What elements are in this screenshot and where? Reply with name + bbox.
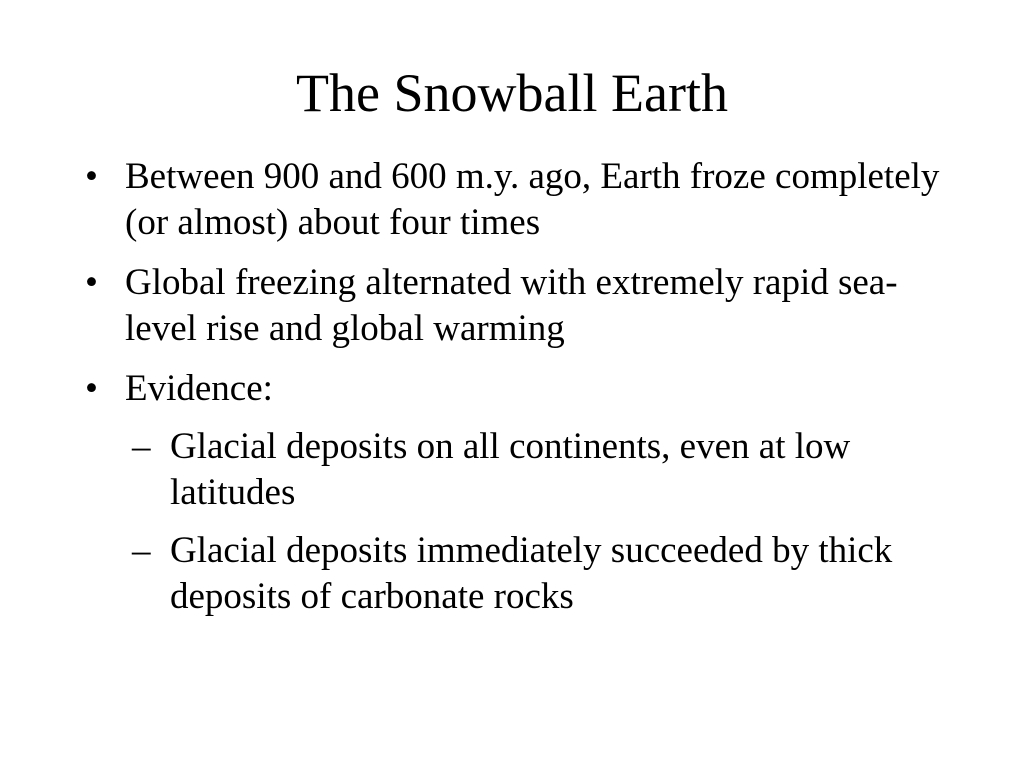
bullet-text: Between 900 and 600 m.y. ago, Earth froze completely (or almost) about four times bbox=[125, 156, 940, 243]
sub-bullet-item bbox=[125, 424, 960, 516]
bullet-item bbox=[80, 366, 960, 620]
bullet-dot-icon: • bbox=[85, 262, 98, 303]
bullet-text: Evidence: bbox=[125, 368, 273, 409]
dash-icon: – bbox=[132, 530, 151, 571]
slide-title: The Snowball Earth bbox=[296, 63, 728, 123]
bullet-item bbox=[80, 154, 960, 246]
dash-icon: – bbox=[132, 426, 151, 467]
sub-bullet-list bbox=[125, 424, 960, 620]
bullet-list bbox=[80, 154, 960, 634]
sub-bullet-item bbox=[125, 528, 960, 620]
bullet-text: Global freezing alternated with extremely rapid sea-level rise and global warming bbox=[125, 262, 898, 349]
bullet-item bbox=[80, 260, 960, 352]
bullet-dot-icon: • bbox=[85, 368, 98, 409]
bullet-dot-icon: • bbox=[85, 156, 98, 197]
sub-bullet-text: Glacial deposits on all continents, even at low latitudes bbox=[170, 426, 851, 513]
sub-bullet-text: Glacial deposits immediately succeeded by thick deposits of carbonate rocks bbox=[170, 530, 893, 617]
